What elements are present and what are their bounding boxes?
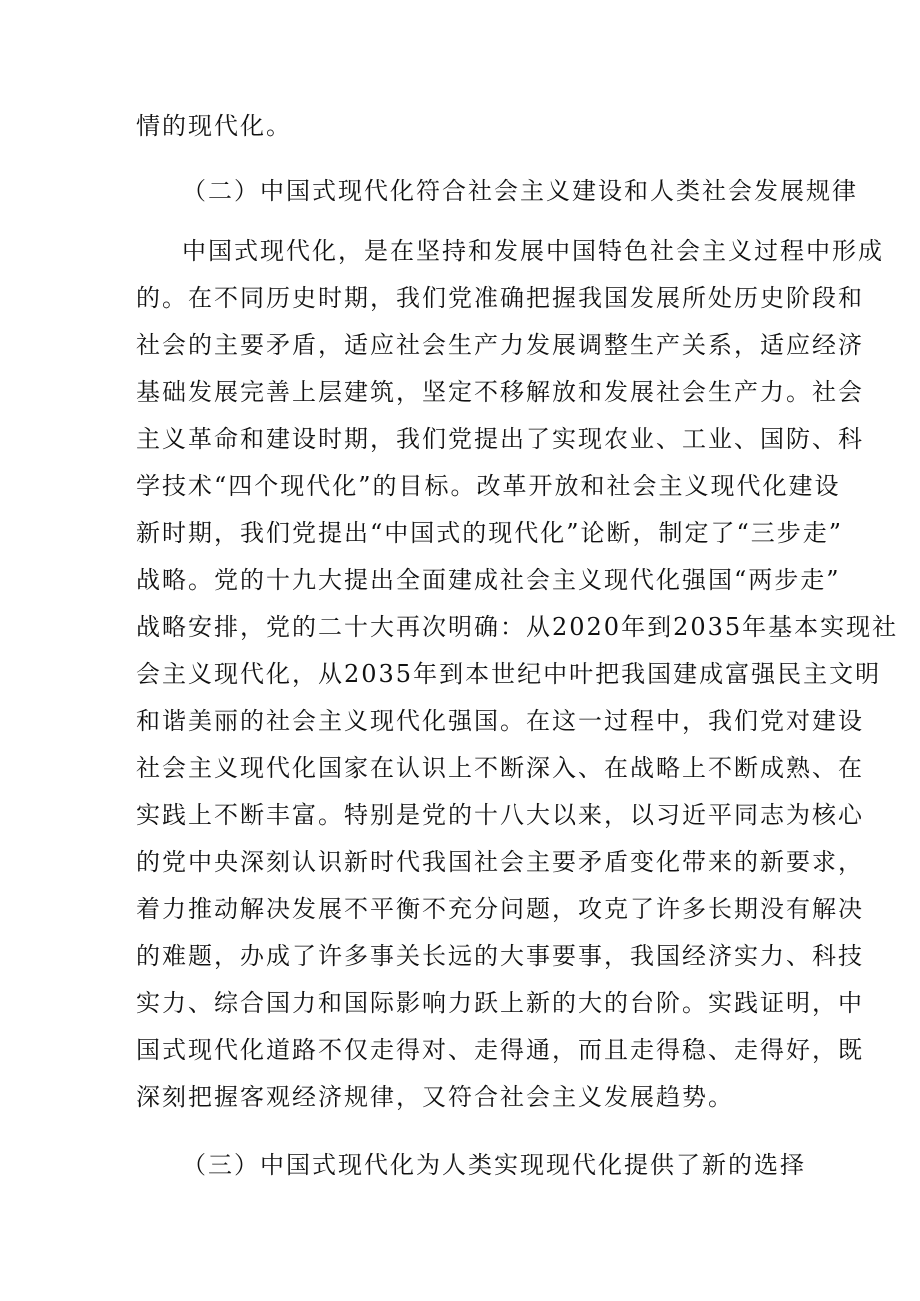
paragraph-line: 的难题，办成了许多事关长远的大事要事，我国经济实力、科技	[136, 942, 864, 970]
paragraph-line: 社会主义现代化国家在认识上不断深入、在战略上不断成熟、在	[136, 754, 864, 782]
paragraph-line: 和谐美丽的社会主义现代化强国。在这一过程中，我们党对建设	[136, 707, 864, 735]
section-two-heading: （二）中国式现代化符合社会主义建设和人类社会发展规律	[182, 177, 858, 205]
paragraph-line: 学技术“四个现代化”的目标。改革开放和社会主义现代化建设	[136, 472, 841, 500]
paragraph-line: 的。在不同历史时期，我们党准确把握我国发展所处历史阶段和	[136, 284, 864, 312]
paragraph-line: 实力、综合国力和国际影响力跃上新的大的台阶。实践证明，中	[136, 989, 864, 1017]
paragraph-line: 新时期，我们党提出“中国式的现代化”论断，制定了“三步走”	[136, 519, 844, 547]
section-three-heading: （三）中国式现代化为人类实现现代化提供了新的选择	[182, 1151, 806, 1179]
paragraph-line: 深刻把握客观经济规律，又符合社会主义发展趋势。	[136, 1083, 734, 1111]
paragraph-line: 战略安排，党的二十大再次明确：从2020年到2035年基本实现社	[136, 613, 899, 641]
paragraph-line: 实践上不断丰富。特别是党的十八大以来，以习近平同志为核心	[136, 801, 864, 829]
paragraph-line: 会主义现代化，从2035年到本世纪中叶把我国建成富强民主文明	[136, 660, 882, 688]
paragraph-line: 国式现代化道路不仅走得对、走得通，而且走得稳、走得好，既	[136, 1036, 864, 1064]
continuation-line: 情的现代化。	[136, 112, 292, 140]
paragraph-line: 的党中央深刻认识新时代我国社会主要矛盾变化带来的新要求，	[136, 848, 864, 876]
paragraph-line: 战略。党的十九大提出全面建成社会主义现代化强国“两步走”	[136, 566, 841, 594]
paragraph-line: 基础发展完善上层建筑，坚定不移解放和发展社会生产力。社会	[136, 378, 864, 406]
paragraph-line: 中国式现代化，是在坚持和发展中国特色社会主义过程中形成	[182, 237, 884, 265]
paragraph-line: 主义革命和建设时期，我们党提出了实现农业、工业、国防、科	[136, 425, 864, 453]
paragraph-line: 社会的主要矛盾，适应社会生产力发展调整生产关系，适应经济	[136, 331, 864, 359]
paragraph-line: 着力推动解决发展不平衡不充分问题，攻克了许多长期没有解决	[136, 895, 864, 923]
